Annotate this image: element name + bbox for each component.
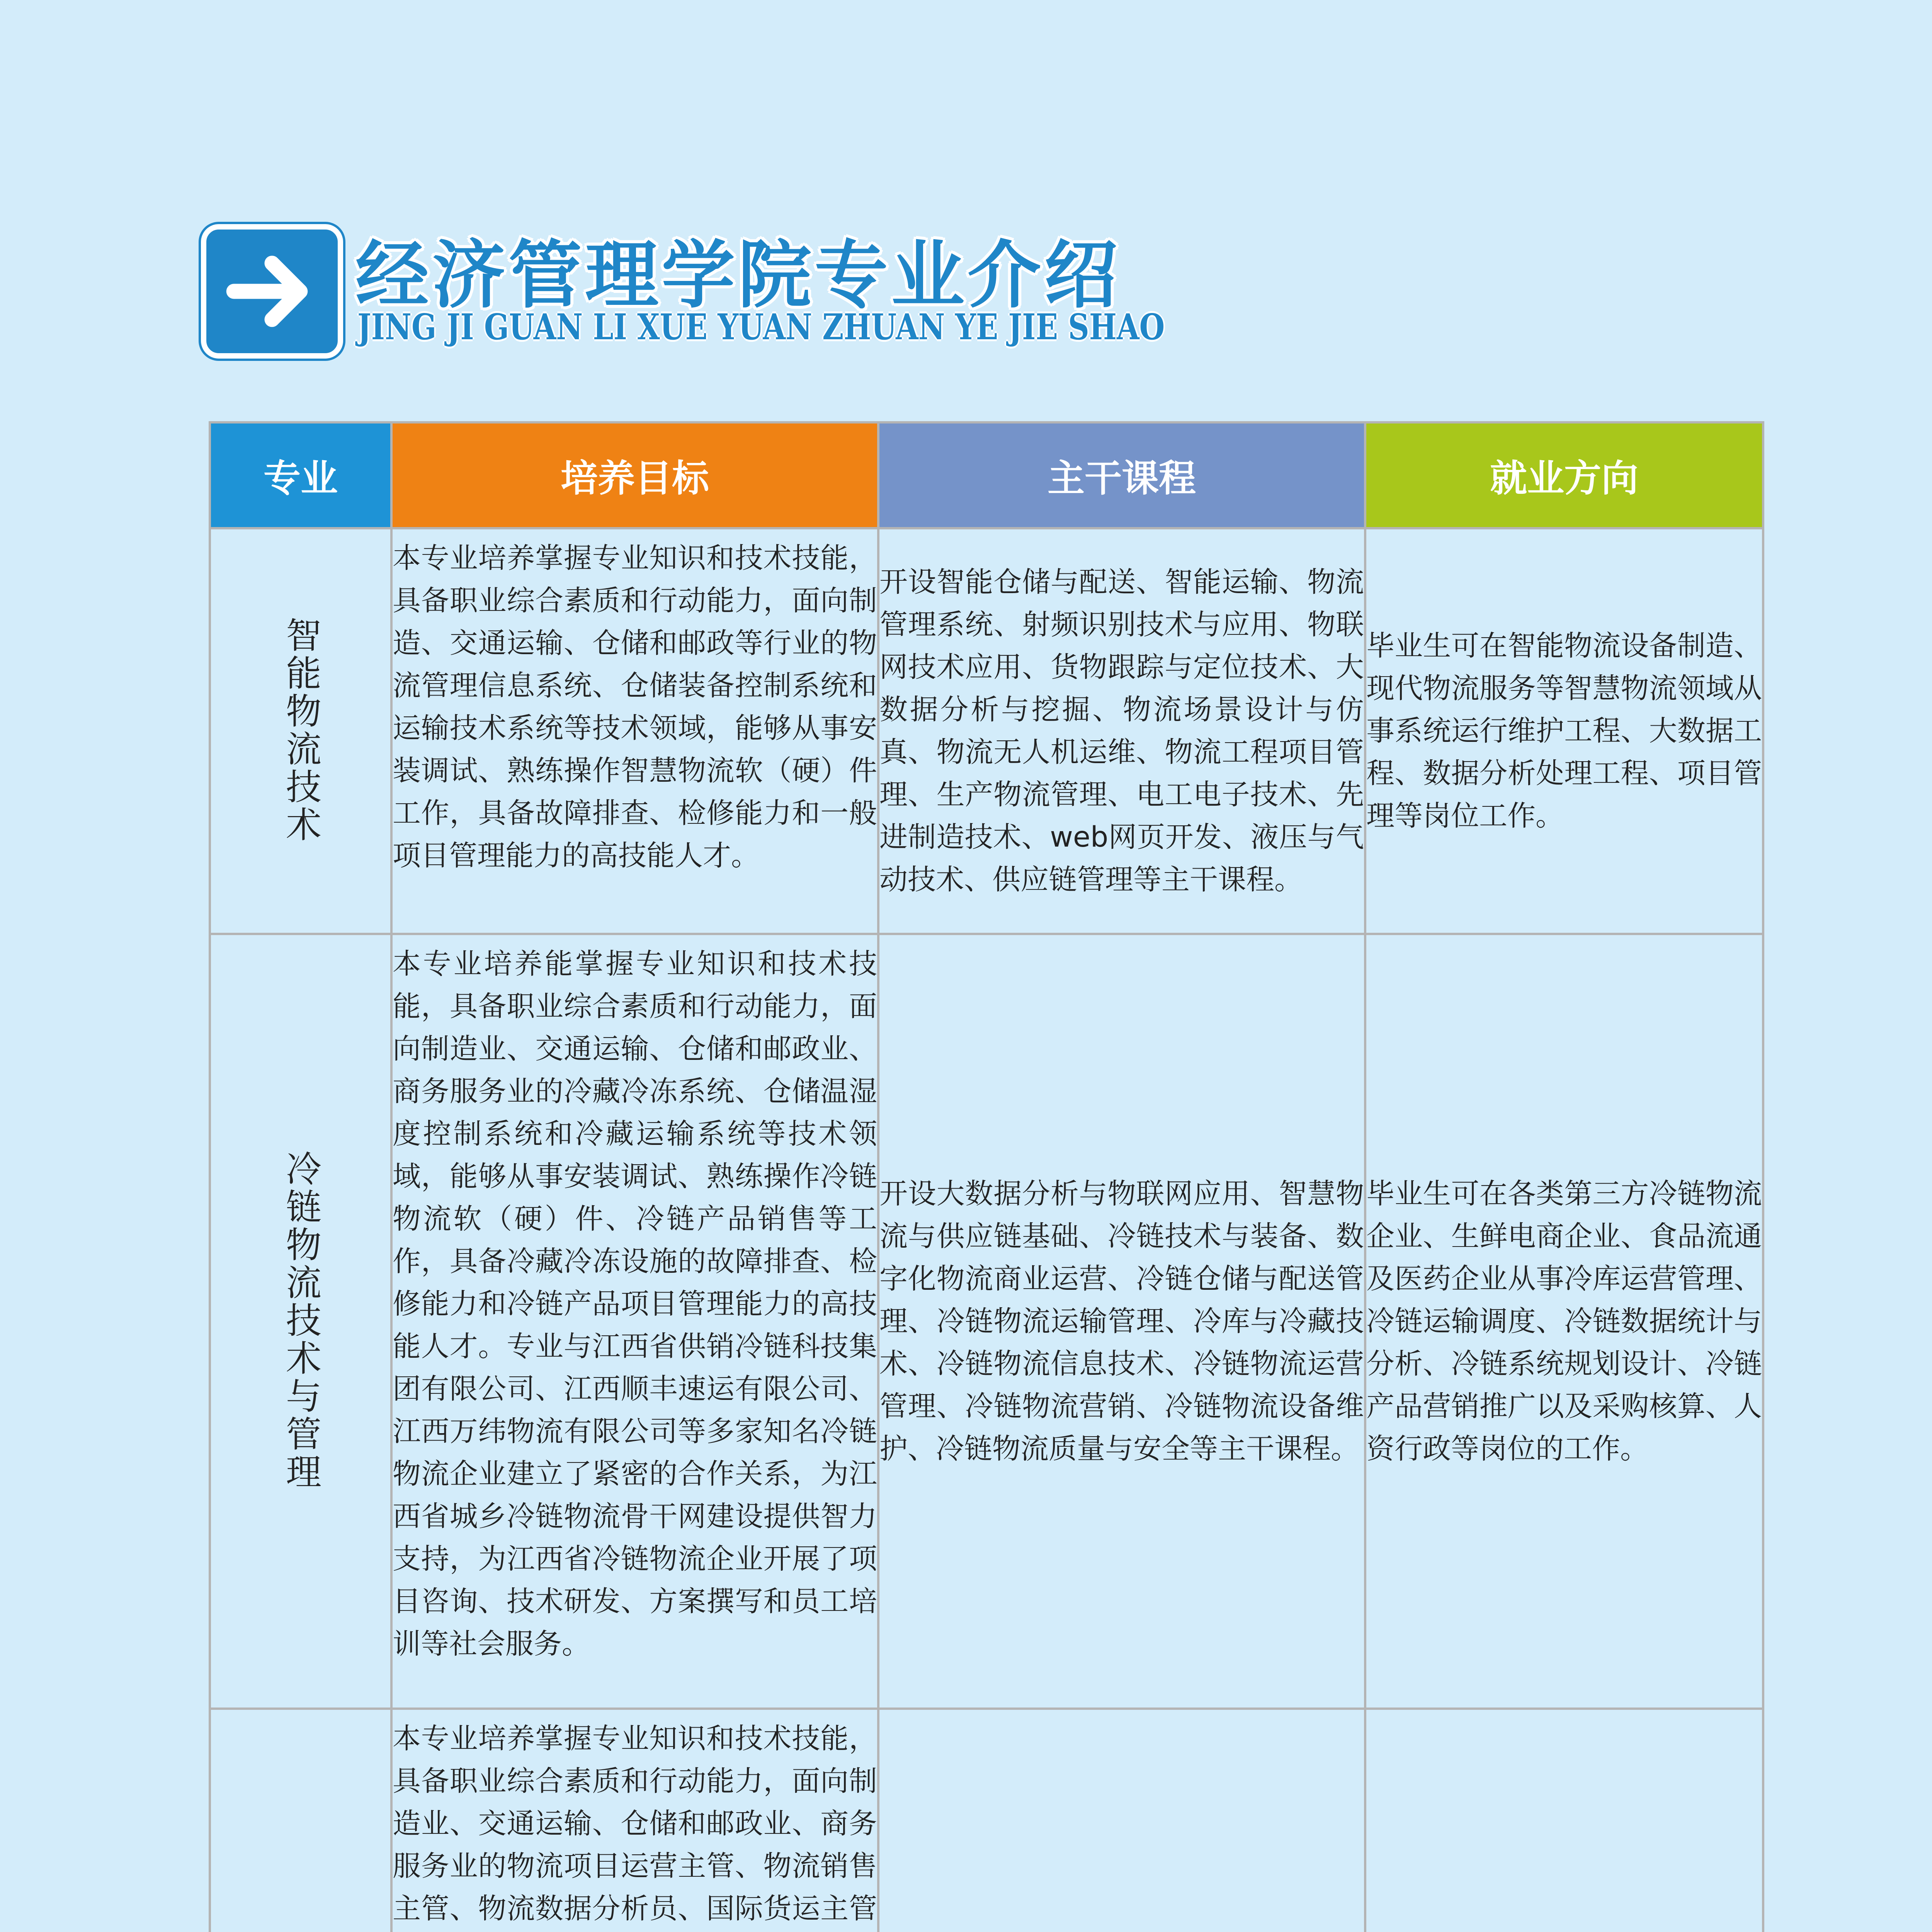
header-goal: 培养目标 (391, 422, 878, 528)
page-subtitle: JING JI GUAN LI XUE YUAN ZHUAN YE JIE SHAO (357, 306, 1165, 348)
header-major: 专业 (210, 422, 391, 528)
table-row (210, 934, 1763, 1709)
major-cell (210, 1709, 391, 1932)
header-career: 就业方向 (1365, 422, 1763, 528)
goal-cell: 本专业培养掌握专业知识和技术技能，具备职业综合素质和行动能力，面向制造、交通运输、仓储和邮政等行业的物流管理信息系统、仓储装备控制系统和运输技术系统等技术领域，能够从事安装调试、熟练操作智慧物流软（硬）件工作，具备故障排查、检修能力和一般项目管理能力的高技能人才。 (391, 528, 878, 934)
table-header-row (210, 422, 1763, 528)
goal-cell: 本专业培养能掌握专业知识和技术技能，具备职业综合素质和行动能力，面向制造业、交通运输、仓储和邮政业、商务服务业的冷藏冷冻系统、仓储温湿度控制系统和冷藏运输系统等技术领域，能够从事安装调试、熟练操作冷链物流软（硬）件、冷链产品销售等工作，具备冷藏冷冻设施的故障排查、检修能力和冷链产品项目管理能力的高技能人才。专业与江西省供销冷链科技集团有限公司、江西顺丰速运有限公司、江西万纬物流有限公司等多家知名冷链物流企业建立了紧密的合作关系，为江西省城乡冷链物流骨干网建设提供智力支持，为江西省冷链物流企业开展了项目咨询、技术研发、方案撰写和员工培训等社会服务。 (391, 934, 878, 1709)
career-cell (1365, 1709, 1763, 1932)
table-row (210, 1709, 1763, 1932)
major-cell (210, 528, 391, 934)
goal-cell: 本专业培养掌握专业知识和技术技能，具备职业综合素质和行动能力，面向制造业、交通运输、仓储和邮政业、商务服务业的物流项目运营主管、物流销售主管、物流数据分析员、国际货运主管 (391, 1709, 878, 1932)
career-cell: 毕业生可在各类第三方冷链物流企业、生鲜电商企业、食品流通及医药企业从事冷库运营管理、冷链运输调度、冷链数据统计与分析、冷链系统规划设计、冷链产品营销推广以及采购核算、人资行政等岗位的工作。 (1365, 934, 1763, 1709)
arrow-right-icon (201, 224, 343, 359)
courses-cell: 开设智能仓储与配送、智能运输、物流管理系统、射频识别技术与应用、物联网技术应用、货物跟踪与定位技术、大数据分析与挖掘、物流场景设计与仿真、物流无人机运维、物流工程项目管理、生产物流管理、电工电子技术、先进制造技术、web网页开发、液压与气动技术、供应链管理等主干课程。 (878, 528, 1365, 934)
major-cell (210, 934, 391, 1709)
header-courses: 主干课程 (878, 422, 1365, 528)
career-cell: 毕业生可在智能物流设备制造、现代物流服务等智慧物流领域从事系统运行维护工程、大数据工程、数据分析处理工程、项目管理等岗位工作。 (1365, 528, 1763, 934)
page-header (201, 216, 1206, 348)
page-title: 经济管理学院专业介绍 (355, 233, 1121, 318)
major-name: 智能物流技术 (280, 617, 321, 844)
table-row (210, 528, 1763, 934)
majors-table (209, 421, 1764, 1932)
courses-cell: 开设大数据分析与物联网应用、智慧物流与供应链基础、冷链技术与装备、数字化物流商业运营、冷链仓储与配送管理、冷链物流运输管理、冷库与冷藏技术、冷链物流信息技术、冷链物流运营管理、冷链物流营销、冷链物流设备维护、冷链物流质量与安全等主干课程。 (878, 934, 1365, 1709)
major-name: 冷链物流技术与管理 (280, 1150, 321, 1491)
courses-cell (878, 1709, 1365, 1932)
